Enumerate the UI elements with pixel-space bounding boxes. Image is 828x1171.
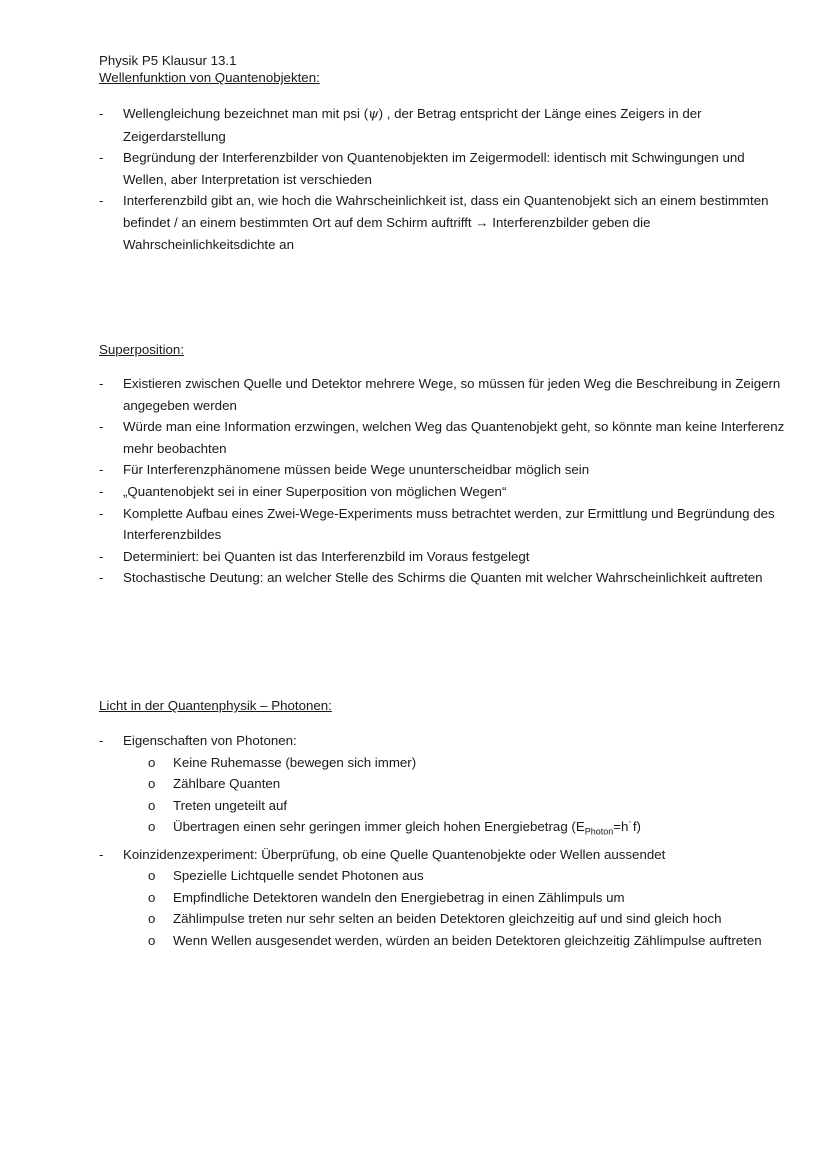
sublist-item: o Zählimpulse treten nur sehr selten an beiden Detektoren gleichzeitig auf und sind gleich hoch (123, 908, 792, 930)
sublist-item: o Wenn Wellen ausgesendet werden, würden an beiden Detektoren gleichzeitig Zählimpulse auftreten (123, 930, 792, 952)
list-item: - Determiniert: bei Quanten ist das Interferenzbild im Voraus festgelegt (0, 546, 828, 568)
sublist-item (123, 816, 792, 843)
section-heading-wellenfunktion: Wellenfunktion von Quantenobjekten: (99, 70, 320, 85)
sublist-item: o Treten ungeteilt auf (123, 795, 792, 817)
sublist-item-text: Übertragen einen sehr geringen immer gleich hohen Energiebetrag (E (173, 819, 585, 835)
psi-symbol: ψ (368, 107, 379, 122)
sublist-koinzidenz (123, 865, 792, 951)
sublist-item: o Empfindliche Detektoren wandeln den Energiebetrag in einen Zählimpuls um (123, 887, 792, 909)
list-item: - „Quantenobjekt sei in einer Superposition von möglichen Wegen“ (0, 481, 828, 503)
sublist-item: o Keine Ruhemasse (bewegen sich immer) (123, 752, 792, 774)
sublist-item: o Zählbare Quanten (123, 773, 792, 795)
list-item (0, 844, 828, 952)
list-photonen (0, 730, 828, 952)
section-heading-superposition: Superposition: (99, 342, 185, 357)
list-item (0, 103, 828, 147)
document-title: Physik P5 Klausur 13.1 (99, 53, 237, 68)
list-superposition (0, 373, 828, 589)
list-item-label: Koinzidenzexperiment: Überprüfung, ob eine Quelle Quantenobjekte oder Wellen aussendet (123, 846, 666, 862)
list-item-label: Eigenschaften von Photonen: (123, 733, 297, 748)
list-item: - Existieren zwischen Quelle und Detektor mehrere Wege, so müssen für jeden Weg die Beschreibung in Zeigern angegeben werden (0, 373, 828, 416)
list-item: - Interferenzbild gibt an, wie hoch die Wahrscheinlichkeit ist, dass ein Quantenobjekt sich an einem bestimmten befindet / an einem bestimmten Ort auf dem Schirm auftrifft → Interferenzbilder geben die Wahrscheinlichkeitsdichte an (0, 190, 828, 255)
list-item (0, 730, 828, 844)
sublist-item: o Spezielle Lichtquelle sendet Photonen aus (123, 865, 792, 887)
list-item: - Komplette Aufbau eines Zwei-Wege-Experiments muss betrachtet werden, zur Ermittlung und Begründung des Interferenzbildes (0, 503, 828, 546)
list-item-text: ) , der Betrag entspricht der Länge eines Zeigers in der Zeigerdarstellung (123, 106, 702, 144)
list-item: - Für Interferenzphänomene müssen beide Wege ununterscheidbar möglich sein (0, 459, 828, 481)
subscript-photon: Photon (584, 827, 614, 838)
sublist-eigenschaften (123, 752, 792, 844)
list-item: - Stochastische Deutung: an welcher Stelle des Schirms die Quanten mit welcher Wahrscheinlichkeit auftreten (0, 567, 828, 589)
section-heading-photonen: Licht in der Quantenphysik – Photonen: (99, 698, 332, 713)
list-item: - Würde man eine Information erzwingen, welchen Weg das Quantenobjekt geht, so könnte man keine Interferenz mehr beobachten (0, 416, 828, 459)
list-item-text: Wellengleichung bezeichnet man mit psi ( (123, 106, 369, 121)
sublist-item-text: =h˙f) (613, 819, 641, 835)
list-wellenfunktion (0, 103, 828, 255)
list-item: - Begründung der Interferenzbilder von Quantenobjekten im Zeigermodell: identisch mit Schwingungen und Wellen, aber Interpretation ist verschieden (0, 147, 828, 190)
